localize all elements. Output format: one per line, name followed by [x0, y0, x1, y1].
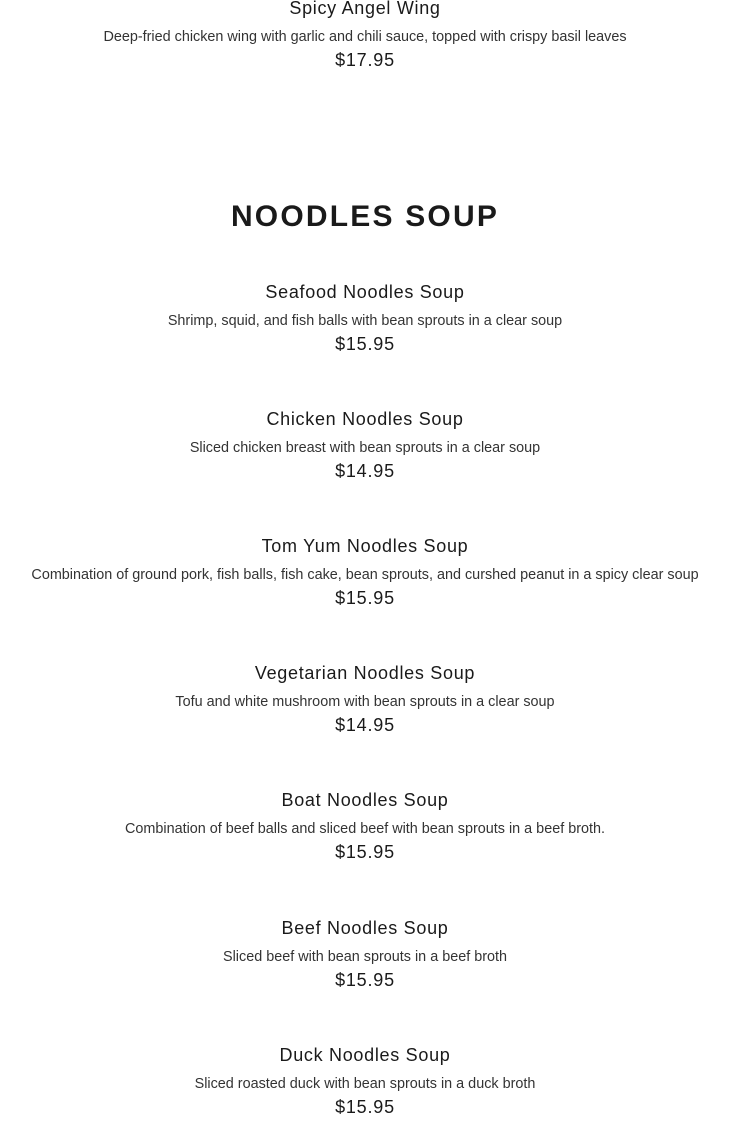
menu-item-price: $15.95	[335, 1097, 395, 1117]
menu-item-price: $14.95	[335, 461, 395, 481]
menu-item	[0, 408, 730, 482]
menu-item-description: Shrimp, squid, and fish balls with bean sprouts in a clear soup	[167, 313, 563, 329]
menu-item-description: Sliced chicken breast with bean sprouts in a clear soup	[189, 440, 541, 456]
menu-item-description: Sliced roasted duck with bean sprouts in a duck broth	[194, 1076, 536, 1092]
menu-item-price: $17.95	[335, 50, 395, 70]
menu-item	[0, 0, 730, 71]
menu-item	[0, 662, 730, 736]
menu-item-price: $15.95	[335, 334, 395, 354]
menu-item	[0, 1044, 730, 1118]
menu-item-name: Spicy Angel Wing	[289, 0, 441, 18]
menu-item-name: Tom Yum Noodles Soup	[261, 536, 469, 556]
menu-item-name: Seafood Noodles Soup	[265, 282, 465, 302]
menu-item-name: Chicken Noodles Soup	[266, 409, 464, 429]
menu-item-description: Tofu and white mushroom with bean sprouts in a clear soup	[175, 694, 555, 710]
menu-item	[0, 789, 730, 863]
menu-item	[0, 535, 730, 609]
menu-item-price: $14.95	[335, 715, 395, 735]
menu-item-price: $15.95	[335, 588, 395, 608]
menu-item	[0, 917, 730, 991]
menu-item-price: $15.95	[335, 970, 395, 990]
menu-item	[0, 281, 730, 355]
menu-item-description: Combination of ground pork, fish balls, fish cake, bean sprouts, and curshed peanut in a spicy clear soup	[31, 567, 699, 583]
section-title: NOODLES SOUP	[230, 200, 500, 233]
menu-item-name: Beef Noodles Soup	[281, 918, 449, 938]
menu-item-name: Duck Noodles Soup	[279, 1045, 451, 1065]
menu-item-price: $15.95	[335, 842, 395, 862]
menu-item-description: Deep-fried chicken wing with garlic and chili sauce, topped with crispy basil leaves	[103, 29, 627, 45]
menu-item-description: Combination of beef balls and sliced beef with bean sprouts in a beef broth.	[125, 821, 605, 837]
menu-item-description: Sliced beef with bean sprouts in a beef broth	[223, 949, 507, 965]
menu-item-name: Vegetarian Noodles Soup	[254, 663, 476, 683]
menu-item-name: Boat Noodles Soup	[281, 790, 449, 810]
